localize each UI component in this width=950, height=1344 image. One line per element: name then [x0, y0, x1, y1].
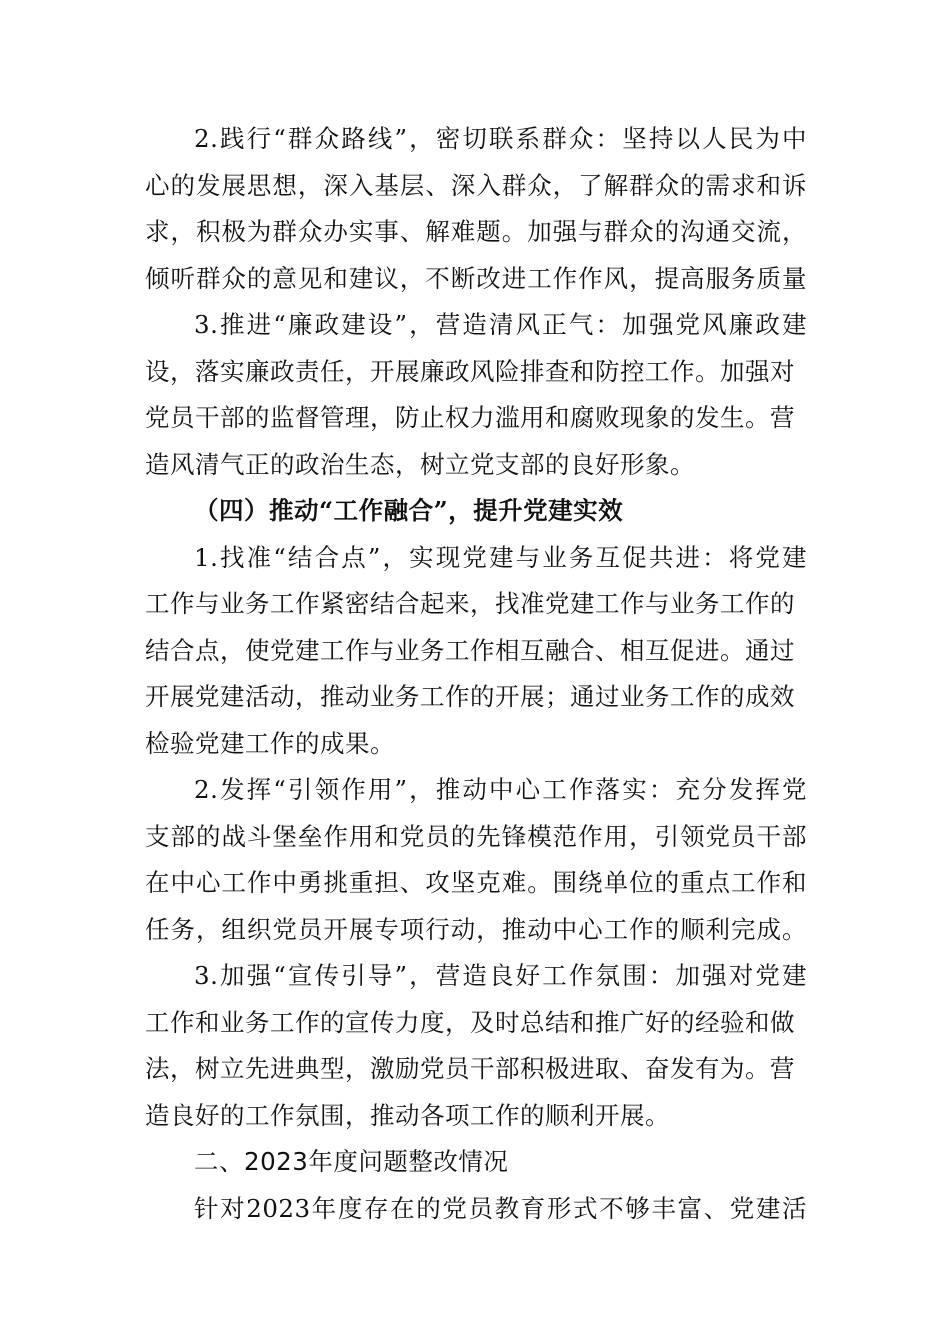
text-line: 支部的战斗堡垒作用和党员的先锋模范作用，引领党员干部 — [145, 821, 807, 851]
text-line: 1.找准“结合点”，实现党建与业务互促共进：将党建 — [194, 542, 807, 572]
text-line: 法，树立先进典型，激励党员干部积极进取、奋发有为。营 — [145, 1054, 795, 1083]
text-line: 在中心工作中勇挑重担、攻坚克难。围绕单位的重点工作和 — [145, 868, 807, 897]
paragraph-publicity-guidance — [145, 953, 807, 1000]
paragraph-find-integration-point-cont — [145, 581, 807, 767]
section-heading-rectification: 二、2023年度问题整改情况 — [194, 1147, 509, 1176]
text-line: 3.推进“廉政建设”，营造清风正气：加强党风廉政建 — [194, 310, 807, 339]
text-line: 造良好的工作氛围，推动各项工作的顺利开展。 — [145, 1100, 670, 1130]
paragraph-rectification-intro — [145, 1186, 807, 1233]
text-line: 开展党建活动，推动业务工作的开展；通过业务工作的成效 — [145, 682, 795, 711]
text-line: 2.发挥“引领作用”，推动中心工作落实：充分发挥党 — [194, 775, 807, 804]
paragraph-practice-mass-line — [145, 116, 807, 163]
paragraph-clean-governance — [145, 302, 807, 349]
text-line: 3.加强“宣传引导”，营造良好工作氛围：加强对党建 — [194, 961, 807, 990]
section-heading-work-integration: （四）推动“工作融合”，提升党建实效 — [194, 496, 624, 525]
text-line: 检验党建工作的成果。 — [145, 728, 395, 758]
text-line: 倾听群众的意见和建议，不断改进工作作风，提高服务质量 — [145, 263, 807, 293]
paragraph-publicity-guidance-cont — [145, 1000, 807, 1140]
text-line: 造风清气正的政治生态，树立党支部的良好形象。 — [145, 449, 695, 479]
text-line: 工作与业务工作紧密结合起来，找准党建工作与业务工作的 — [145, 589, 795, 618]
text-line: 任务，组织党员开展专项行动，推动中心工作的顺利完成。 — [145, 914, 807, 944]
paragraph-find-integration-point — [145, 535, 807, 582]
paragraph-clean-governance-cont — [145, 349, 807, 489]
document-body — [145, 116, 807, 1232]
paragraph-leading-role-cont — [145, 814, 807, 954]
text-line: 党员干部的监督管理，防止权力滥用和腐败现象的发生。营 — [145, 403, 795, 432]
text-line: 针对2023年度存在的党员教育形式不够丰富、党建活 — [194, 1193, 807, 1223]
text-line: 心的发展思想，深入基层、深入群众，了解群众的需求和诉 — [145, 170, 807, 200]
text-line: 设，落实廉政责任，开展廉政风险排查和防控工作。加强对 — [145, 356, 795, 386]
paragraph-leading-role — [145, 767, 807, 814]
text-line: 2.践行“群众路线”，密切联系群众：坚持以人民为中 — [194, 124, 807, 153]
text-line: 工作和业务工作的宣传力度，及时总结和推广好的经验和做 — [145, 1007, 795, 1037]
text-line: 求，积极为群众办实事、解难题。加强与群众的沟通交流， — [145, 217, 807, 246]
text-line: 结合点，使党建工作与业务工作相互融合、相互促进。通过 — [145, 635, 795, 665]
paragraph-practice-mass-line-cont — [145, 163, 807, 303]
